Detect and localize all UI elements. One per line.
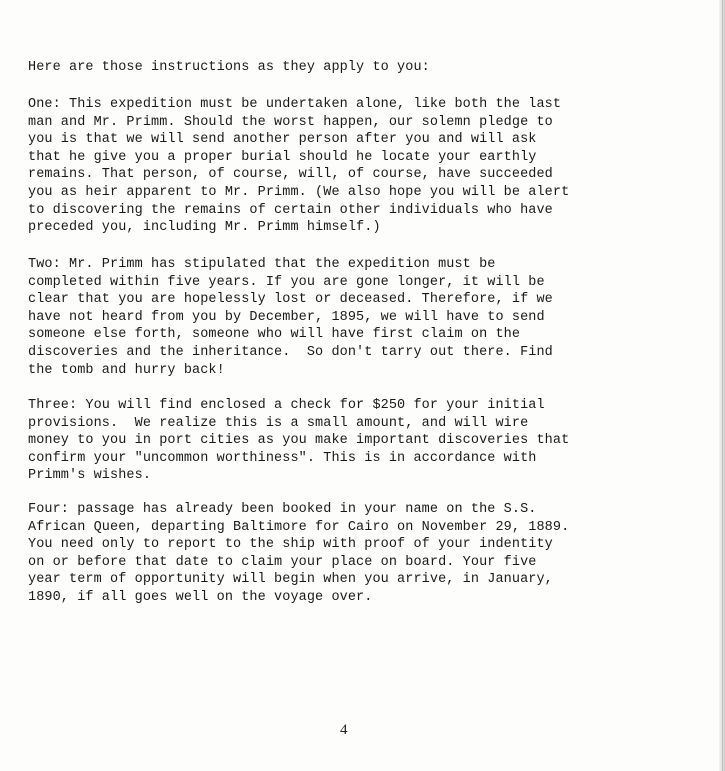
instructions-heading: Here are those instructions as they apply to you: bbox=[28, 60, 430, 75]
page-edge-line bbox=[722, 0, 723, 771]
paragraph-two: Two: Mr. Primm has stipulated that the expedition must be completed within five years. If you are gone longer, it will be clear that you are hopelessly lost or deceased. Therefore, if we have not heard from you by December, 1895, we will have to send someone else forth, someone who will have first claim on the discoveries and the inheritance. So don't tarry out there. Find the tomb and hurry back! bbox=[28, 257, 553, 378]
paragraph-four: Four: passage has already been booked in your name on the S.S. African Queen, departing Baltimore for Cairo on November 29, 1889. You need only to report to the ship with proof of your indentity on or before that date to claim your place on board. Your five year term of opportunity will begin when you arrive, in January, 1890, if all goes well on the voyage over. bbox=[28, 502, 570, 605]
paragraph-one: One: This expedition must be undertaken alone, like both the last man and Mr. Primm. Should the worst happen, our solemn pledge to you is that we will send another person after you and will ask that he give you a proper burial should he locate your earthly remains. That person, of course, will, of course, have succeeded you as heir apparent to Mr. Primm. (We also hope you will be alert to discovering the remains of certain other individuals who have preceded you, including Mr. Primm himself.) bbox=[28, 97, 570, 236]
paragraph-three: Three: You will find enclosed a check for $250 for your initial provisions. We realize this is a small amount, and will wire money to you in port cities as you make important discoveries that confirm your "uncommon worthiness". This is in accordance with Primm's wishes. bbox=[28, 398, 570, 484]
page-number: 4 bbox=[340, 722, 348, 738]
